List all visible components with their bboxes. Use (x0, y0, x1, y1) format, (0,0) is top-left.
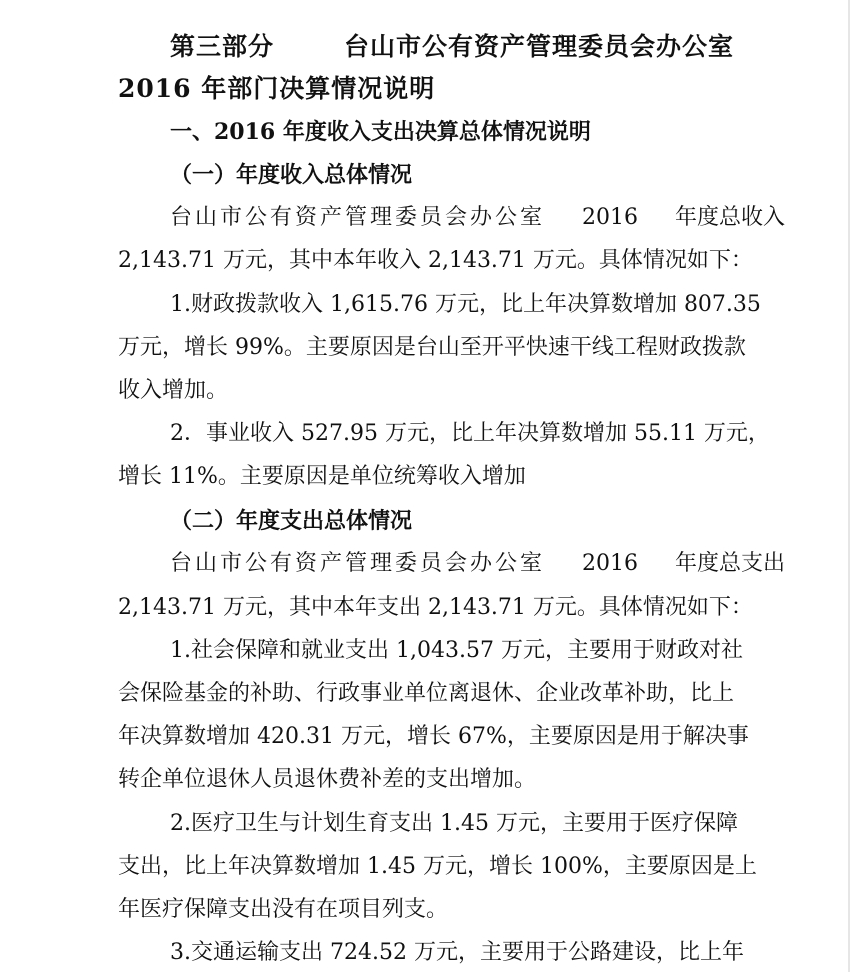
income-item2-line: 增长 11%。主要原因是单位统筹收入增加 (118, 464, 526, 489)
income-item1-line: 1.财政拨款收入 1,615.76 万元，比上年决算数增加 807.35 (170, 292, 761, 317)
expense-item1-line: 年决算数增加 420.31 万元，增长 67%，主要原因是用于解决事 (118, 724, 749, 749)
title-line (170, 30, 734, 64)
expense-item1-line: 转企单位退休人员退休费补差的支出增加。 (118, 767, 537, 792)
income-intro-line (170, 203, 785, 233)
title-org: 台山市公有资产管理委员会办公室 (344, 32, 735, 61)
expense-intro-org: 台山市公有资产管理委员会办公室 (170, 551, 546, 576)
expense-item3-line: 3.交通运输支出 724.52 万元，主要用于公路建设，比上年 (170, 940, 744, 965)
title-part: 第三部分 (170, 32, 275, 61)
income-item1-line: 万元，增长 99%。主要原因是台山至开平快速干线工程财政拨款 (118, 335, 746, 360)
income-intro-year: 2016 (582, 205, 638, 230)
expense-item2-line: 年医疗保障支出没有在项目列支。 (118, 897, 449, 922)
income-intro-line2: 2,143.71 万元，其中本年收入 2,143.71 万元。具体情况如下： (118, 248, 753, 273)
expense-heading: （二）年度支出总体情况 (170, 508, 413, 534)
expense-intro-tail: 年度总支出 (674, 551, 785, 576)
expense-item1-line: 1.社会保障和就业支出 1,043.57 万元，主要用于财政对社 (170, 638, 743, 663)
section1-heading: 一、2016 年度收入支出决算总体情况说明 (170, 119, 591, 145)
income-intro-tail: 年度总收入 (674, 205, 785, 230)
expense-item2-line: 支出，比上年决算数增加 1.45 万元，增长 100%，主要原因是上 (118, 854, 757, 879)
income-item2-line: 2．事业收入 527.95 万元，比上年决算数增加 55.11 万元， (170, 421, 770, 446)
expense-item1-line: 会保险基金的补助、行政事业单位离退休、企业改革补助，比上 (118, 681, 735, 706)
income-intro-org: 台山市公有资产管理委员会办公室 (170, 205, 546, 230)
expense-intro-line2: 2,143.71 万元，其中本年支出 2,143.71 万元。具体情况如下： (118, 595, 753, 620)
income-item1-line: 收入增加。 (118, 378, 229, 403)
expense-item2-line: 2.医疗卫生与计划生育支出 1.45 万元，主要用于医疗保障 (170, 811, 738, 836)
document-subtitle: 2016 年部门决算情况说明 (118, 74, 436, 103)
expense-intro-line (170, 549, 785, 579)
expense-intro-year: 2016 (582, 551, 638, 576)
income-heading: （一）年度收入总体情况 (170, 162, 413, 188)
